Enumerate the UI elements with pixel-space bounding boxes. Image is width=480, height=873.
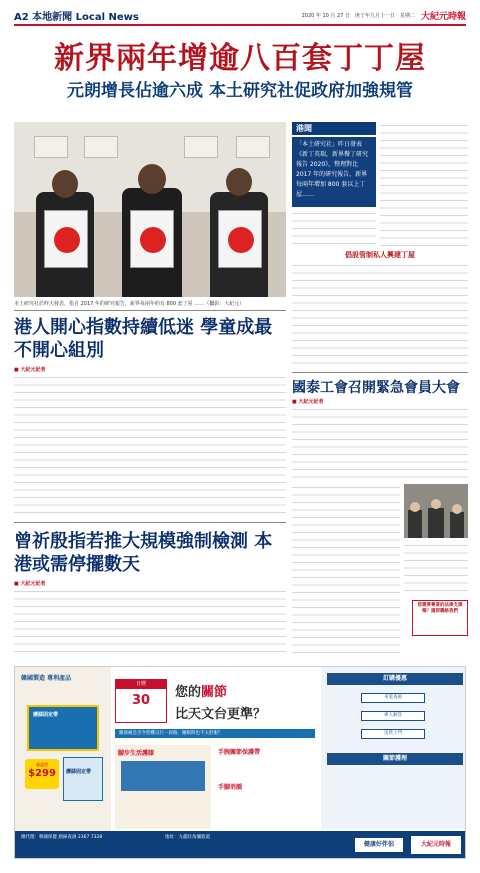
ad-footer-logo: 大紀元時報 — [411, 836, 461, 854]
advertisement — [14, 666, 466, 859]
crowd-figure — [408, 510, 422, 538]
photo-poster — [84, 136, 118, 158]
ad-product-panel — [115, 745, 211, 829]
ad-headline-highlight: 關節 — [201, 685, 228, 700]
ad-footer-badge: 健康好伴侶 — [355, 838, 403, 852]
ad-headline-part: 您的 — [175, 685, 202, 700]
crowd-face — [410, 502, 420, 512]
person-left-head — [52, 170, 78, 198]
divider — [14, 310, 286, 311]
red-circle-icon — [54, 227, 80, 253]
lead-side-head: 倡設管制私人興建丁屋 — [345, 251, 415, 259]
divider — [14, 522, 286, 523]
ad-price: $299 — [28, 768, 56, 779]
article4-byline: ■ 大紀元記者 — [292, 399, 324, 405]
red-circle-icon — [140, 227, 166, 253]
article2-headline: 港人開心指數持續低迷 學童成最不開心組別 — [14, 317, 273, 361]
ad-product-box — [27, 705, 99, 751]
sign-board — [130, 210, 174, 268]
red-circle-icon — [228, 227, 254, 253]
photo-caption: 本土研究社於昨天發表，指自 2017 年的研究報告，新界每兩年約有 800 套丁屋 ……（攝影：大紀元） — [14, 301, 245, 307]
photo-poster — [236, 136, 270, 158]
ad-footer-contact: 總代理：韓國保健 熱線查詢 2367 7328 — [21, 835, 103, 840]
calendar-day: 30 — [131, 693, 151, 708]
ad-product-name-2: 護膝固定帶 — [66, 769, 92, 775]
ad-banner-line: 關節痛是否令您難以行一段路、睡眠時也不太舒服？ — [115, 729, 315, 738]
article3-byline: ■ 大紀元記者 — [14, 581, 46, 587]
crowd-figure — [450, 512, 464, 538]
lead-headline: 新界兩年增逾八百套丁丁屋 — [54, 41, 426, 76]
ad-flow-step: 送貨上門 — [361, 729, 425, 739]
sidebar-label: 港聞 — [292, 122, 376, 135]
crowd-face — [452, 504, 462, 514]
highlight-box: 「本土研究社」昨日發表《新丁英瑞，新界餐丁研究報告 2020》，整理對比 2017 年的研究報告，新界每兩年增加 800 套以上丁屋…… — [292, 137, 376, 207]
article4-headline: 國泰工會召開緊急會員大會 — [292, 380, 460, 396]
ad-care-heading: 關節護理 — [327, 753, 463, 765]
crowd-face — [431, 499, 441, 509]
divider — [292, 372, 468, 373]
ad-price-label: 優惠價 — [36, 762, 48, 767]
ad-logo: 韓國製造 專利產品 — [21, 675, 72, 682]
article3-body — [14, 588, 286, 658]
article4-photo — [404, 484, 468, 538]
ad-order-heading: 訂購優惠 — [327, 673, 463, 685]
lead-body-col2 — [292, 210, 376, 246]
article2-body — [14, 374, 286, 514]
sign-board — [44, 210, 88, 268]
ad-panel2-subtitle: 手腳消腫 — [218, 784, 243, 791]
lead-body-col3 — [292, 262, 468, 368]
calendar-icon — [115, 679, 167, 723]
ad-headline-2: 比天文台更準？ — [175, 707, 267, 722]
person-right-head — [226, 168, 252, 196]
ad-product-panel-2 — [215, 745, 315, 829]
ad-product-image — [121, 761, 205, 791]
lead-body-col1 — [380, 122, 468, 246]
lead-subhead: 元朗增長佔逾六成 本土研究社促政府加強規管 — [67, 81, 413, 101]
ad-product-box-2 — [63, 757, 103, 801]
promo-box: 您需要專業的法律支援嗎？請即聯絡我們 — [412, 600, 468, 636]
ad-price-tag — [25, 759, 59, 789]
lead-photo — [14, 122, 286, 297]
photo-poster — [184, 136, 218, 158]
section-label: A2 本地新聞 Local News — [14, 11, 139, 23]
ad-product-name: 護膝固定帶 — [33, 712, 59, 718]
ad-flow-step: 來電查詢 — [361, 693, 425, 703]
article3-headline: 曾祈殷指若推大規模強制檢測 本港或需停擺數天 — [14, 531, 273, 575]
page-header — [14, 6, 466, 26]
person-middle-head — [138, 164, 166, 194]
crowd-figure — [428, 508, 444, 538]
ad-order-panel — [321, 667, 466, 829]
photo-poster — [34, 136, 68, 158]
ad-footer-address: 地址：九龍旺角彌敦道 — [165, 835, 210, 840]
brand-logo: 大紀元時報 — [420, 11, 466, 22]
ad-headline-1 — [175, 681, 227, 700]
article4-body — [292, 406, 468, 482]
ad-panel-title: 腳步生活護膝 — [118, 750, 155, 757]
sign-board — [218, 210, 262, 268]
issue-date: 2020 年 10 月 27 日 庚子年九月十一日 星期二 — [301, 12, 415, 19]
calendar-header: 日曆 — [116, 680, 166, 689]
article4-body-cont — [292, 484, 400, 658]
ad-footer — [15, 831, 466, 859]
article2-byline: ■ 大紀元記者 — [14, 367, 46, 373]
article4-body-side — [404, 542, 468, 596]
ad-panel2-title: 手腕關節保護帶 — [218, 749, 261, 756]
ad-flow-step: 專人解答 — [361, 711, 425, 721]
